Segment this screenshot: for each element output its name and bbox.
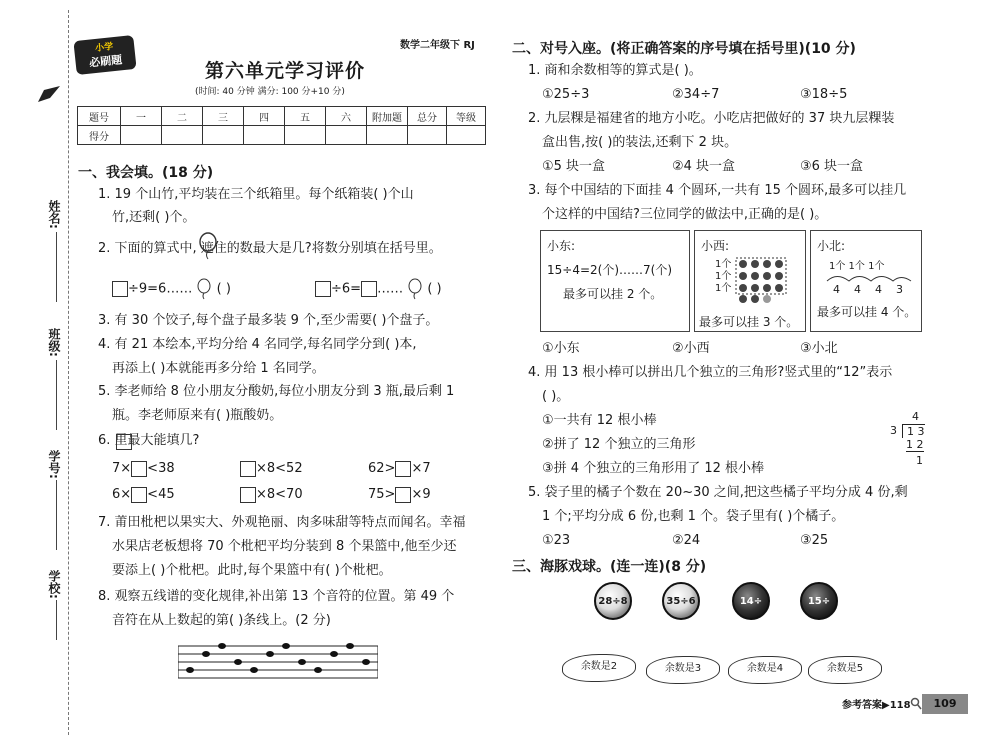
p2-q4-opt3[interactable]: ③拼 4 个独立的三角形用了 12 根小棒 (542, 461, 764, 476)
answer-box[interactable] (131, 461, 147, 477)
balloon-icon (198, 232, 218, 260)
p2-q1: 1. 商和余数相等的算式是( )。 (528, 63, 702, 78)
p2-q3-line2: 个这样的中国结?三位同学的做法中,正确的是( )。 (542, 207, 828, 222)
score-header-cell: 等级 (447, 107, 486, 126)
balloon-icon (407, 278, 423, 300)
page-subtitle: (时间: 40 分钟 满分: 100 分+10 分) (195, 87, 345, 97)
p2-q4-line2: ( )。 (542, 389, 570, 404)
p1-q6-item3: 62> ×7 (368, 461, 431, 476)
panel-expr: 15÷4=2(个)……7(个) (547, 263, 673, 277)
p1-q5-line2: 瓶。李老师原来有( )瓶酸奶。 (112, 408, 283, 423)
p2-q3-line1: 3. 每个中国结的下面挂 4 个圆环,一共有 15 个圆环,最多可以挂几 (528, 183, 907, 198)
score-cell[interactable] (326, 126, 367, 145)
p1-q6-item2: ×8<52 (240, 458, 303, 480)
score-header-cell: 二 (162, 107, 203, 126)
panel-xiaodong (540, 230, 690, 332)
ball-28div8[interactable]: 28÷8 (594, 582, 632, 620)
long-division (884, 410, 934, 470)
p1-q1-line1: 1. 19 个山竹,平均装在三个纸箱里。每个纸箱装( )个山 (98, 187, 414, 202)
division-quotient: 4 (912, 410, 919, 423)
panel-name: 小西: (701, 239, 730, 253)
book-label: 数学二年级下 RJ (400, 40, 475, 51)
p1-q6-item4: 6× <45 (112, 487, 175, 502)
p1-q2: 2. 下面的算式中, 遮住的数最大是几?将数分别填在括号里。 (98, 241, 442, 256)
score-header-cell: 一 (121, 107, 162, 126)
score-table (77, 106, 486, 145)
pencil-icon (36, 84, 62, 104)
score-cell[interactable] (244, 126, 285, 145)
p2-q3-opt2[interactable]: ②小西 (672, 341, 710, 356)
answer-box[interactable] (315, 281, 331, 297)
p1-q1-line2: 竹,还剩( )个。 (112, 210, 196, 225)
p2-q2-line1: 2. 九层粿是福建省的地方小吃。小吃店把做好的 37 块九层粿装 (528, 111, 895, 126)
score-header-row (78, 107, 486, 126)
division-remainder: 1 (916, 454, 923, 467)
answer-box[interactable] (116, 434, 132, 450)
p2-q5-line2: 1 个;平均分成 6 份,也剩 1 个。袋子里有( )个橘子。 (542, 509, 845, 524)
panel-xiaobei (810, 230, 922, 332)
score-cell[interactable] (121, 126, 162, 145)
p2-q3-opt1[interactable]: ①小东 (542, 341, 580, 356)
p1-q6-item6: 75> ×9 (368, 487, 431, 502)
ball-15div[interactable]: 15÷ (800, 582, 838, 620)
p1-q7-line2: 水果店老板想将 70 个枇杷平均分装到 8 个果篮中,他至少还 (112, 539, 457, 554)
p2-q4-opt2[interactable]: ②拼了 12 个独立的三角形 (542, 437, 696, 452)
part1-title: 一、我会填。(18 分) (78, 165, 214, 181)
p1-q2-expr1: ÷9=6…… ( ) (112, 278, 231, 301)
p2-q3-opt3[interactable]: ③小北 (800, 341, 838, 356)
division-divisor: 3 (890, 424, 897, 437)
page-title: 第六单元学习评价 (205, 60, 366, 82)
dolphin-remainder-3[interactable]: 余数是3 (646, 656, 720, 684)
p1-q5-line1: 5. 李老师给 8 位小朋友分酸奶,每位小朋友分到 3 瓶,最后剩 1 (98, 384, 455, 399)
answer-box[interactable] (395, 461, 411, 477)
answer-box[interactable] (112, 281, 128, 297)
magnifier-icon (910, 697, 922, 711)
score-row-label: 得分 (78, 126, 121, 145)
answer-box[interactable] (240, 461, 256, 477)
score-value-row (78, 126, 486, 145)
answer-box[interactable] (131, 487, 147, 503)
name-blank (56, 232, 57, 302)
score-cell[interactable] (367, 126, 408, 145)
answer-box[interactable] (361, 281, 377, 297)
p1-q6: 6. 里最大能填几? (98, 433, 200, 448)
p2-q1-opt2[interactable]: ②34÷7 (672, 87, 720, 102)
p1-q4-line1: 4. 有 21 本绘本,平均分给 4 名同学,每名同学分到( )本, (98, 337, 417, 352)
division-dividend: 1 3 (902, 424, 925, 438)
p2-q4-line1: 4. 用 13 根小棒可以拼出几个独立的三角形?竖式里的“12”表示 (528, 365, 893, 380)
answer-reference: 参考答案▶118 (842, 700, 911, 711)
p2-q2-line2: 盒出售,按( )的装法,还剩下 2 块。 (542, 135, 738, 150)
p2-q2-opt1[interactable]: ①5 块一盒 (542, 159, 606, 174)
panel-answer: 最多可以挂 4 个。 (817, 305, 917, 319)
panel-answer: 最多可以挂 3 个。 (699, 315, 799, 329)
p2-q5-line1: 5. 袋子里的橘子个数在 20~30 之间,把这些橘子平均分成 4 份,剩 (528, 485, 908, 500)
p2-q2-opt2[interactable]: ②4 块一盒 (672, 159, 736, 174)
p1-q2-expr2: ÷6= …… ( ) (315, 278, 442, 301)
p1-q7-line1: 7. 莆田枇杷以果实大、外观艳丽、肉多味甜等特点而闻名。幸福 (98, 515, 466, 530)
answer-box[interactable] (240, 487, 256, 503)
part2-title: 二、对号入座。(将正确答案的序号填在括号里)(10 分) (512, 41, 856, 57)
ball-35div6[interactable]: 35÷6 (662, 582, 700, 620)
p2-q4-opt1[interactable]: ①一共有 12 根小棒 (542, 413, 657, 428)
score-header-cell: 附加题 (367, 107, 408, 126)
panel-top-labels: 1个 1个 1个 (829, 261, 885, 272)
panel-labels: 1个 1个 1个 (715, 259, 732, 294)
p1-q8-line2: 音符在从上数起的第( )条线上。(2 分) (112, 613, 331, 628)
dolphin-remainder-4[interactable]: 余数是4 (728, 656, 802, 684)
dolphin-remainder-2[interactable]: 余数是2 (562, 654, 636, 682)
panel-xiaoxi (694, 230, 806, 332)
side-school-label: 学校: (47, 570, 61, 599)
p2-q5-opt1[interactable]: ①23 (542, 533, 571, 548)
score-header-cell: 四 (244, 107, 285, 126)
page-number: 109 (922, 694, 968, 714)
score-cell[interactable] (203, 126, 244, 145)
panel-nums: 4 4 4 3 (833, 283, 903, 296)
score-header-cell: 三 (203, 107, 244, 126)
score-header-cell: 总分 (408, 107, 447, 126)
p1-q6-item1: 7× <38 (112, 461, 175, 476)
division-product: 1 2 (906, 438, 924, 451)
score-header-cell: 五 (285, 107, 326, 126)
side-name-label: 姓名: (47, 200, 61, 229)
part3-title: 三、海豚戏球。(连一连)(8 分) (512, 559, 707, 575)
score-cell[interactable] (162, 126, 203, 145)
binding-line (68, 10, 69, 735)
score-header-cell: 六 (326, 107, 367, 126)
p2-q5-opt3[interactable]: ③25 (800, 533, 829, 548)
p1-q8-line1: 8. 观察五线谱的变化规律,补出第 13 个音符的位置。第 49 个 (98, 589, 455, 604)
dolphin-remainder-5[interactable]: 余数是5 (808, 656, 882, 684)
side-id-label: 学号: (47, 450, 61, 479)
p1-q7-line3: 要添上( )个枇杷。此时,每个果篮中有( )个枇杷。 (112, 563, 392, 578)
p2-q1-opt3[interactable]: ③18÷5 (800, 87, 848, 102)
logo: 小学 必刷题 (73, 35, 136, 75)
id-blank (56, 480, 57, 550)
answer-box[interactable] (395, 487, 411, 503)
music-staff (178, 638, 378, 688)
panel-name: 小东: (547, 239, 576, 253)
score-cell[interactable] (285, 126, 326, 145)
p2-q2-opt3[interactable]: ③6 块一盒 (800, 159, 864, 174)
p1-q3: 3. 有 30 个饺子,每个盘子最多装 9 个,至少需要( )个盘子。 (98, 313, 439, 328)
score-cell[interactable] (447, 126, 486, 145)
panel-answer: 最多可以挂 2 个。 (563, 287, 663, 301)
side-class-label: 班级: (47, 328, 61, 357)
panel-name: 小北: (817, 239, 846, 253)
score-cell[interactable] (408, 126, 447, 145)
score-header-cell: 题号 (78, 107, 121, 126)
balloon-icon (196, 278, 212, 300)
school-blank (56, 600, 57, 640)
p2-q5-opt2[interactable]: ②24 (672, 533, 701, 548)
p1-q6-item5: ×8<70 (240, 484, 303, 506)
ring-grid (735, 257, 789, 303)
p1-q4-line2: 再添上( )本就能再多分给 1 名同学。 (112, 361, 325, 376)
class-blank (56, 360, 57, 430)
ball-14div[interactable]: 14÷ (732, 582, 770, 620)
p2-q1-opt1[interactable]: ①25÷3 (542, 87, 590, 102)
